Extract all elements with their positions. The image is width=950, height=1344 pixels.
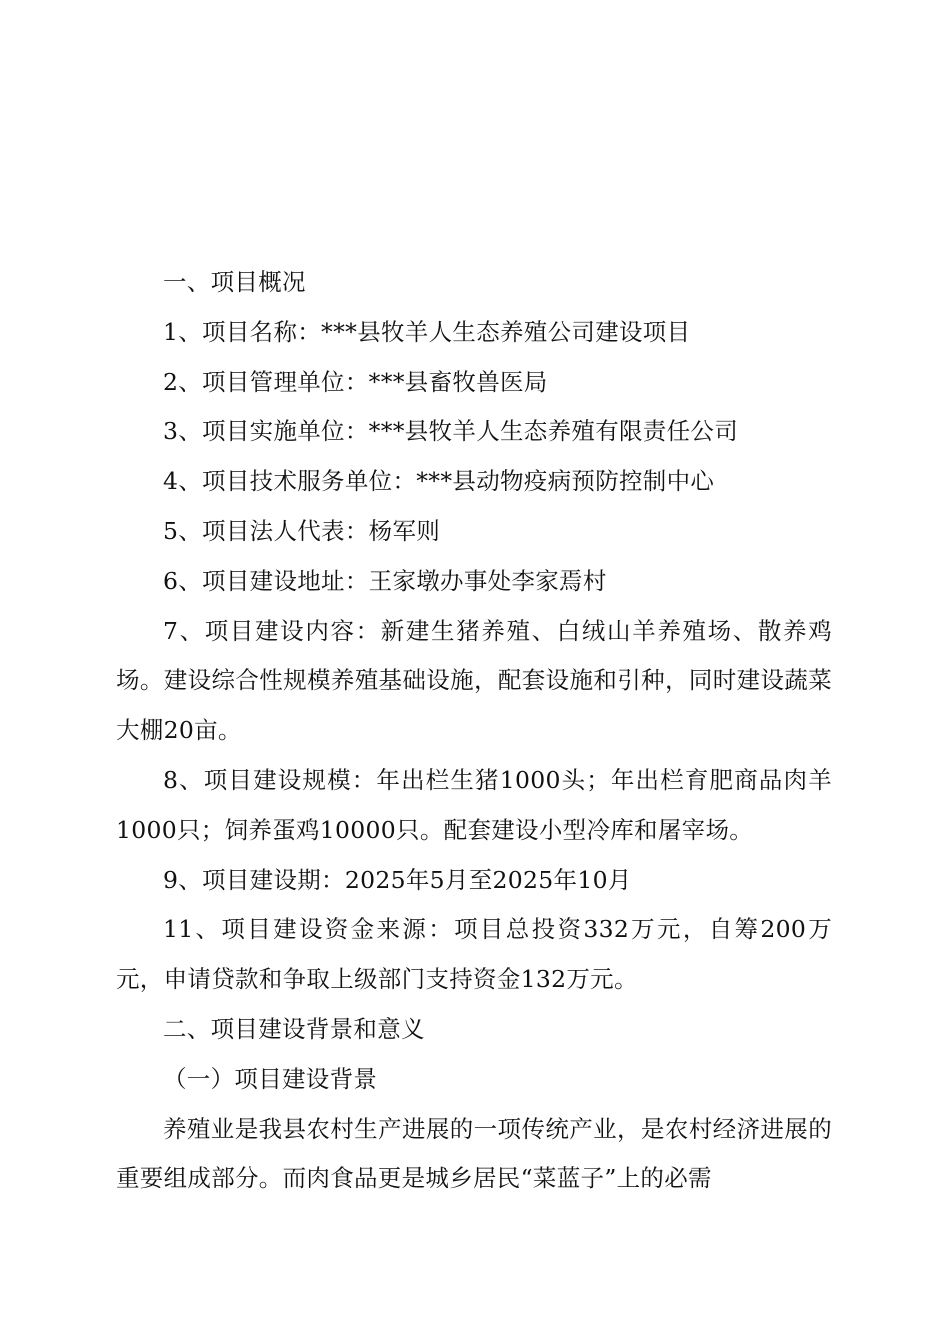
subsection-heading-background: （一）项目建设背景 <box>163 1064 378 1093</box>
document-body <box>116 258 832 1204</box>
item-construction-content: 7、项目建设内容：新建生猪养殖、白绒山羊养殖场、散养鸡场。建设综合性规模养殖基础设施，配套设施和引种，同时建设蔬菜大棚20亩。 <box>116 616 832 745</box>
item-legal-representative: 5、项目法人代表：杨军则 <box>163 516 441 545</box>
item-technical-service-unit: 4、项目技术服务单位：***县动物疫病预防控制中心 <box>163 467 715 496</box>
item-project-name: 1、项目名称：***县牧羊人生态养殖公司建设项目 <box>163 317 691 346</box>
item-management-unit: 2、项目管理单位：***县畜牧兽医局 <box>163 367 548 396</box>
item-construction-period: 9、项目建设期：2025年5月至2025年10月 <box>163 865 632 894</box>
section-heading-background: 二、项目建设背景和意义 <box>163 1014 425 1043</box>
item-construction-scale: 8、项目建设规模：年出栏生猪1000头；年出栏育肥商品肉羊1000只；饲养蛋鸡10000只。配套建设小型冷库和屠宰场。 <box>116 765 832 844</box>
item-construction-address: 6、项目建设地址：王家墩办事处李家焉村 <box>163 566 607 595</box>
item-implementing-unit: 3、项目实施单位：***县牧羊人生态养殖有限责任公司 <box>163 417 739 446</box>
section-heading-overview: 一、项目概况 <box>163 268 306 296</box>
item-funding-source: 11、项目建设资金来源：项目总投资332万元，自筹200万元，申请贷款和争取上级部门支持资金132万元。 <box>116 915 832 994</box>
body-paragraph-background: 养殖业是我县农村生产进展的一项传统产业，是农村经济进展的重要组成部分。而肉食品更是城乡居民“菜蓝子”上的必需 <box>116 1114 832 1193</box>
